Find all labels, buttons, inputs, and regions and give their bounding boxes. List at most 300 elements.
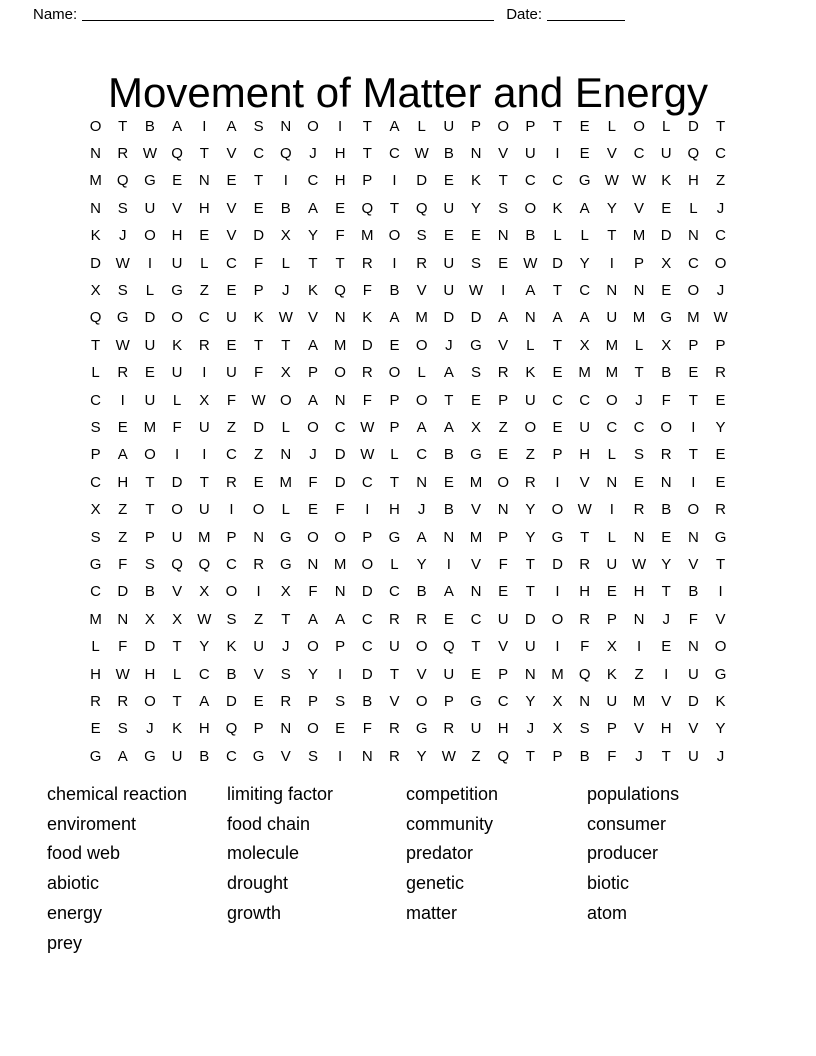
grid-letter[interactable]: E xyxy=(443,473,454,491)
grid-letter[interactable]: C xyxy=(334,418,346,436)
grid-letter[interactable]: V xyxy=(226,199,237,217)
grid-letter[interactable]: P xyxy=(335,638,346,656)
grid-letter[interactable]: X xyxy=(90,501,101,519)
grid-letter[interactable]: T xyxy=(688,391,698,409)
grid-letter[interactable]: S xyxy=(307,747,318,765)
grid-letter[interactable]: C xyxy=(307,172,319,190)
grid-letter[interactable]: B xyxy=(362,692,373,710)
grid-letter[interactable]: Z xyxy=(254,446,264,464)
grid-letter[interactable]: U xyxy=(606,555,618,573)
grid-letter[interactable]: O xyxy=(388,364,401,382)
grid-letter[interactable]: E xyxy=(661,638,672,656)
grid-letter[interactable]: B xyxy=(416,583,427,601)
grid-letter[interactable]: B xyxy=(579,747,590,765)
grid-letter[interactable]: N xyxy=(470,583,482,601)
word-list-item[interactable]: enviroment xyxy=(47,813,137,834)
grid-letter[interactable]: L xyxy=(607,117,617,135)
grid-letter[interactable]: O xyxy=(714,254,727,272)
grid-letter[interactable]: L xyxy=(689,199,698,217)
grid-letter[interactable]: R xyxy=(226,473,237,491)
grid-letter[interactable]: O xyxy=(388,227,401,245)
grid-letter[interactable]: A xyxy=(117,446,128,464)
grid-letter[interactable]: Y xyxy=(307,227,318,245)
grid-letter[interactable]: Q xyxy=(116,172,129,190)
grid-letter[interactable]: D xyxy=(443,309,455,327)
grid-letter[interactable]: C xyxy=(361,473,373,491)
grid-letter[interactable]: J xyxy=(282,638,290,656)
grid-letter[interactable]: O xyxy=(524,199,537,217)
grid-letter[interactable]: R xyxy=(524,473,536,491)
grid-letter[interactable]: G xyxy=(660,309,673,327)
grid-letter[interactable]: E xyxy=(715,473,726,491)
grid-letter[interactable]: M xyxy=(578,364,591,382)
grid-letter[interactable]: O xyxy=(415,391,428,409)
grid-letter[interactable]: F xyxy=(580,638,590,656)
grid-letter[interactable]: C xyxy=(389,145,400,163)
grid-letter[interactable]: Z xyxy=(715,172,726,190)
grid-letter[interactable]: W xyxy=(604,172,619,190)
grid-letter[interactable]: R xyxy=(361,364,373,382)
grid-letter[interactable]: F xyxy=(226,391,237,409)
grid-letter[interactable]: D xyxy=(253,418,265,436)
grid-letter[interactable]: R xyxy=(90,692,101,710)
grid-letter[interactable]: D xyxy=(416,172,428,190)
grid-letter[interactable]: C xyxy=(253,145,265,163)
grid-letter[interactable]: U xyxy=(443,199,455,217)
grid-letter[interactable]: T xyxy=(281,610,291,628)
grid-letter[interactable]: G xyxy=(714,528,727,546)
grid-letter[interactable]: E xyxy=(90,720,101,738)
grid-letter[interactable]: B xyxy=(525,227,536,245)
grid-letter[interactable]: E xyxy=(443,172,454,190)
grid-letter[interactable]: C xyxy=(524,172,536,190)
grid-letter[interactable]: E xyxy=(552,418,563,436)
grid-letter[interactable]: L xyxy=(607,528,617,546)
grid-letter[interactable]: C xyxy=(226,446,237,464)
grid-letter[interactable]: A xyxy=(226,117,237,135)
grid-letter[interactable]: A xyxy=(307,610,318,628)
grid-letter[interactable]: P xyxy=(498,391,509,409)
grid-letter[interactable]: L xyxy=(281,501,290,519)
grid-letter[interactable]: L xyxy=(607,446,617,464)
grid-letter[interactable]: L xyxy=(91,638,100,656)
grid-letter[interactable]: D xyxy=(144,309,156,327)
grid-letter[interactable]: W xyxy=(115,254,130,272)
grid-letter[interactable]: P xyxy=(470,117,481,135)
grid-letter[interactable]: A xyxy=(416,418,427,436)
grid-letter[interactable]: L xyxy=(281,254,290,272)
grid-letter[interactable]: Z xyxy=(226,418,237,436)
grid-letter[interactable]: K xyxy=(470,172,481,190)
grid-letter[interactable]: G xyxy=(388,528,401,546)
grid-letter[interactable]: T xyxy=(145,501,155,519)
grid-letter[interactable]: M xyxy=(361,227,374,245)
grid-letter[interactable]: C xyxy=(687,254,699,272)
grid-letter[interactable]: H xyxy=(633,583,645,601)
grid-letter[interactable]: P xyxy=(362,528,373,546)
grid-letter[interactable]: N xyxy=(334,309,346,327)
grid-letter[interactable]: L xyxy=(662,117,671,135)
word-list-item[interactable]: community xyxy=(406,813,494,834)
grid-letter[interactable]: B xyxy=(688,583,699,601)
grid-letter[interactable]: N xyxy=(633,282,645,300)
grid-letter[interactable]: P xyxy=(253,282,264,300)
grid-letter[interactable]: C xyxy=(198,309,210,327)
grid-letter[interactable]: N xyxy=(497,227,509,245)
grid-letter[interactable]: T xyxy=(335,254,345,272)
grid-letter[interactable]: H xyxy=(497,720,509,738)
grid-letter[interactable]: Q xyxy=(198,555,211,573)
grid-letter[interactable]: U xyxy=(579,418,591,436)
grid-letter[interactable]: V xyxy=(280,747,291,765)
grid-letter[interactable]: J xyxy=(417,501,426,519)
grid-letter[interactable]: V xyxy=(498,145,509,163)
grid-letter[interactable]: W xyxy=(631,172,647,190)
grid-letter[interactable]: O xyxy=(171,501,183,519)
grid-letter[interactable]: W xyxy=(278,309,293,327)
grid-letter[interactable]: T xyxy=(715,555,726,573)
grid-letter[interactable]: F xyxy=(254,364,264,382)
grid-letter[interactable]: D xyxy=(90,254,101,272)
grid-letter[interactable]: S xyxy=(335,692,346,710)
grid-letter[interactable]: G xyxy=(470,446,482,464)
grid-letter[interactable]: C xyxy=(416,446,428,464)
grid-letter[interactable]: C xyxy=(389,583,400,601)
grid-letter[interactable]: P xyxy=(253,720,264,738)
grid-letter[interactable]: D xyxy=(361,583,373,601)
grid-letter[interactable]: E xyxy=(253,199,264,217)
grid-letter[interactable]: R xyxy=(361,254,373,272)
grid-letter[interactable]: S xyxy=(498,199,509,217)
grid-letter[interactable]: T xyxy=(254,172,264,190)
grid-letter[interactable]: O xyxy=(334,364,346,382)
grid-letter[interactable]: I xyxy=(636,638,642,656)
grid-letter[interactable]: R xyxy=(253,555,265,573)
grid-letter[interactable]: R xyxy=(117,145,129,163)
grid-letter[interactable]: Z xyxy=(118,528,128,546)
grid-letter[interactable]: T xyxy=(118,117,128,135)
grid-letter[interactable]: U xyxy=(687,665,699,683)
grid-letter[interactable]: R xyxy=(579,610,591,628)
grid-letter[interactable]: T xyxy=(145,473,155,491)
grid-letter[interactable]: A xyxy=(443,583,454,601)
grid-letter[interactable]: O xyxy=(307,720,319,738)
grid-letter[interactable]: Q xyxy=(89,309,102,327)
grid-letter[interactable]: E xyxy=(688,364,699,382)
grid-letter[interactable]: Q xyxy=(415,199,428,217)
grid-letter[interactable]: U xyxy=(524,391,536,409)
grid-letter[interactable]: M xyxy=(632,309,646,327)
grid-letter[interactable]: H xyxy=(334,145,346,163)
grid-letter[interactable]: G xyxy=(144,747,156,765)
grid-letter[interactable]: G xyxy=(89,555,102,573)
grid-letter[interactable]: P xyxy=(389,418,400,436)
grid-letter[interactable]: E xyxy=(307,501,318,519)
grid-letter[interactable]: T xyxy=(661,583,671,601)
grid-letter[interactable]: N xyxy=(307,555,319,573)
word-list-item[interactable]: growth xyxy=(227,902,282,923)
grid-letter[interactable]: B xyxy=(443,145,454,163)
grid-letter[interactable]: X xyxy=(280,583,291,601)
word-list-item[interactable]: molecule xyxy=(227,843,300,864)
grid-letter[interactable]: C xyxy=(606,418,618,436)
grid-letter[interactable]: F xyxy=(688,610,698,628)
grid-letter[interactable]: D xyxy=(552,555,563,573)
grid-letter[interactable]: S xyxy=(117,282,128,300)
grid-letter[interactable]: U xyxy=(443,665,455,683)
grid-letter[interactable]: S xyxy=(144,555,155,573)
grid-letter[interactable]: J xyxy=(119,227,127,245)
grid-letter[interactable]: D xyxy=(470,309,482,327)
grid-letter[interactable]: X xyxy=(199,391,210,409)
grid-letter[interactable]: A xyxy=(199,692,210,710)
grid-letter[interactable]: A xyxy=(579,309,590,327)
grid-letter[interactable]: N xyxy=(253,528,265,546)
grid-letter[interactable]: Z xyxy=(471,747,481,765)
grid-letter[interactable]: R xyxy=(280,692,292,710)
grid-letter[interactable]: O xyxy=(415,638,428,656)
grid-letter[interactable]: U xyxy=(253,638,265,656)
grid-letter[interactable]: W xyxy=(197,610,212,628)
grid-letter[interactable]: U xyxy=(226,364,237,382)
grid-letter[interactable]: T xyxy=(552,282,563,300)
grid-letter[interactable]: Q xyxy=(687,145,700,163)
grid-letter[interactable]: V xyxy=(661,692,672,710)
grid-letter[interactable]: O xyxy=(307,418,319,436)
word-search-grid[interactable] xyxy=(82,113,734,770)
grid-letter[interactable]: G xyxy=(578,172,591,190)
grid-letter[interactable]: R xyxy=(416,254,428,272)
grid-letter[interactable]: K xyxy=(172,720,183,738)
grid-letter[interactable]: S xyxy=(253,117,264,135)
grid-letter[interactable]: E xyxy=(443,610,454,628)
grid-letter[interactable]: V xyxy=(498,638,509,656)
grid-letter[interactable]: D xyxy=(361,336,373,354)
grid-letter[interactable]: W xyxy=(251,391,266,409)
grid-letter[interactable]: M xyxy=(89,172,102,190)
grid-letter[interactable]: J xyxy=(146,720,154,738)
grid-letter[interactable]: P xyxy=(90,446,101,464)
word-list-item[interactable]: consumer xyxy=(587,813,667,834)
grid-letter[interactable]: F xyxy=(254,254,264,272)
grid-letter[interactable]: T xyxy=(525,747,535,765)
grid-letter[interactable]: W xyxy=(360,418,375,436)
grid-letter[interactable]: J xyxy=(526,720,535,738)
grid-letter[interactable]: T xyxy=(498,172,508,190)
grid-letter[interactable]: U xyxy=(171,747,183,765)
grid-letter[interactable]: H xyxy=(144,665,156,683)
grid-letter[interactable]: E xyxy=(470,227,481,245)
grid-letter[interactable]: F xyxy=(661,391,671,409)
grid-letter[interactable]: H xyxy=(117,473,129,491)
grid-letter[interactable]: G xyxy=(415,720,428,738)
grid-letter[interactable]: X xyxy=(90,282,101,300)
grid-letter[interactable]: V xyxy=(688,720,699,738)
grid-letter[interactable]: V xyxy=(226,145,237,163)
grid-letter[interactable]: C xyxy=(90,473,101,491)
word-list-item[interactable]: producer xyxy=(587,843,659,864)
grid-letter[interactable]: K xyxy=(172,336,183,354)
grid-letter[interactable]: L xyxy=(281,418,290,436)
grid-letter[interactable]: D xyxy=(524,610,536,628)
grid-letter[interactable]: O xyxy=(171,309,183,327)
grid-letter[interactable]: E xyxy=(226,336,237,354)
grid-letter[interactable]: V xyxy=(715,610,726,628)
grid-letter[interactable]: Q xyxy=(279,145,292,163)
grid-letter[interactable]: P xyxy=(498,665,509,683)
grid-letter[interactable]: X xyxy=(199,583,210,601)
grid-letter[interactable]: A xyxy=(172,117,183,135)
grid-letter[interactable]: B xyxy=(661,364,672,382)
grid-letter[interactable]: E xyxy=(470,391,481,409)
grid-letter[interactable]: B xyxy=(226,665,237,683)
grid-letter[interactable]: T xyxy=(389,665,400,683)
grid-letter[interactable]: A xyxy=(498,309,509,327)
grid-letter[interactable]: N xyxy=(606,282,618,300)
grid-letter[interactable]: E xyxy=(389,336,400,354)
word-list-item[interactable]: abiotic xyxy=(47,873,100,894)
grid-letter[interactable]: I xyxy=(555,638,560,656)
grid-letter[interactable]: P xyxy=(552,446,563,464)
grid-letter[interactable]: V xyxy=(307,309,318,327)
grid-letter[interactable]: B xyxy=(199,747,210,765)
grid-letter[interactable]: V xyxy=(470,555,481,573)
grid-letter[interactable]: D xyxy=(687,692,699,710)
grid-letter[interactable]: U xyxy=(171,528,183,546)
grid-letter[interactable]: I xyxy=(147,254,153,272)
grid-letter[interactable]: E xyxy=(715,391,726,409)
grid-letter[interactable]: F xyxy=(362,391,372,409)
grid-letter[interactable]: E xyxy=(443,227,454,245)
grid-letter[interactable]: L xyxy=(417,364,426,382)
grid-letter[interactable]: T xyxy=(525,555,535,573)
grid-letter[interactable]: L xyxy=(172,665,182,683)
grid-letter[interactable]: B xyxy=(661,501,672,519)
grid-letter[interactable]: F xyxy=(118,638,128,656)
grid-letter[interactable]: R xyxy=(660,446,672,464)
grid-letter[interactable]: Y xyxy=(525,501,536,519)
grid-letter[interactable]: I xyxy=(691,418,696,436)
grid-letter[interactable]: N xyxy=(443,528,455,546)
grid-letter[interactable]: H xyxy=(198,199,210,217)
grid-letter[interactable]: J xyxy=(635,391,643,409)
grid-letter[interactable]: N xyxy=(524,309,536,327)
grid-letter[interactable]: C xyxy=(552,172,563,190)
grid-letter[interactable]: F xyxy=(498,555,508,573)
grid-letter[interactable]: A xyxy=(335,610,346,628)
word-list-item[interactable]: drought xyxy=(227,873,289,894)
grid-letter[interactable]: C xyxy=(226,254,237,272)
grid-letter[interactable]: P xyxy=(606,720,617,738)
grid-letter[interactable]: J xyxy=(445,336,453,354)
grid-letter[interactable]: M xyxy=(605,364,619,382)
grid-letter[interactable]: W xyxy=(523,254,538,272)
grid-letter[interactable]: F xyxy=(362,282,372,300)
grid-letter[interactable]: S xyxy=(90,528,101,546)
grid-letter[interactable]: T xyxy=(172,638,182,656)
grid-letter[interactable]: I xyxy=(718,583,723,601)
grid-letter[interactable]: V xyxy=(172,583,183,601)
grid-letter[interactable]: O xyxy=(334,528,346,546)
grid-letter[interactable]: X xyxy=(470,418,481,436)
grid-letter[interactable]: I xyxy=(229,501,234,519)
grid-letter[interactable]: V xyxy=(498,336,509,354)
grid-letter[interactable]: R xyxy=(579,555,591,573)
grid-letter[interactable]: R xyxy=(443,720,455,738)
grid-letter[interactable]: W xyxy=(441,747,456,765)
grid-letter[interactable]: V xyxy=(634,199,645,217)
grid-letter[interactable]: G xyxy=(252,747,265,765)
grid-letter[interactable]: H xyxy=(579,446,591,464)
grid-letter[interactable]: Y xyxy=(307,665,318,683)
grid-letter[interactable]: Y xyxy=(715,720,726,738)
grid-letter[interactable]: I xyxy=(338,747,343,765)
grid-letter[interactable]: E xyxy=(661,282,672,300)
grid-letter[interactable]: Y xyxy=(199,638,210,656)
grid-letter[interactable]: X xyxy=(661,254,672,272)
grid-letter[interactable]: L xyxy=(417,117,426,135)
grid-letter[interactable]: O xyxy=(279,391,292,409)
grid-letter[interactable]: P xyxy=(688,336,699,354)
grid-letter[interactable]: P xyxy=(634,254,645,272)
grid-letter[interactable]: F xyxy=(362,720,372,738)
grid-letter[interactable]: O xyxy=(606,391,618,409)
grid-letter[interactable]: N xyxy=(334,391,346,409)
grid-letter[interactable]: N xyxy=(687,528,699,546)
grid-letter[interactable]: W xyxy=(713,309,728,327)
grid-letter[interactable]: F xyxy=(308,583,318,601)
grid-letter[interactable]: O xyxy=(524,418,537,436)
grid-letter[interactable]: M xyxy=(632,692,646,710)
grid-letter[interactable]: I xyxy=(555,473,560,491)
word-list-item[interactable]: populations xyxy=(587,784,680,804)
grid-letter[interactable]: C xyxy=(579,391,591,409)
grid-letter[interactable]: T xyxy=(389,199,400,217)
grid-letter[interactable]: M xyxy=(415,309,428,327)
grid-letter[interactable]: I xyxy=(392,254,397,272)
grid-letter[interactable]: V xyxy=(253,665,264,683)
grid-letter[interactable]: Q xyxy=(225,720,238,738)
grid-letter[interactable]: M xyxy=(551,665,564,683)
grid-letter[interactable]: E xyxy=(579,117,590,135)
grid-letter[interactable]: R xyxy=(117,692,129,710)
grid-letter[interactable]: V xyxy=(172,199,183,217)
grid-letter[interactable]: W xyxy=(414,145,429,163)
grid-letter[interactable]: M xyxy=(89,610,102,628)
grid-letter[interactable]: O xyxy=(497,473,509,491)
grid-letter[interactable]: B xyxy=(389,282,400,300)
grid-letter[interactable]: N xyxy=(687,227,699,245)
grid-letter[interactable]: U xyxy=(524,638,536,656)
grid-letter[interactable]: J xyxy=(309,446,317,464)
grid-letter[interactable]: U xyxy=(470,720,482,738)
grid-letter[interactable]: D xyxy=(144,638,156,656)
grid-letter[interactable]: T xyxy=(661,747,671,765)
grid-letter[interactable]: X xyxy=(661,336,672,354)
word-list-item[interactable]: atom xyxy=(587,902,628,923)
grid-letter[interactable]: T xyxy=(389,473,400,491)
grid-letter[interactable]: I xyxy=(609,501,614,519)
grid-letter[interactable]: E xyxy=(498,583,509,601)
grid-letter[interactable]: G xyxy=(470,692,482,710)
grid-letter[interactable]: L xyxy=(580,227,589,245)
grid-letter[interactable]: F xyxy=(172,418,182,436)
grid-letter[interactable]: E xyxy=(606,583,617,601)
grid-letter[interactable]: P xyxy=(389,391,400,409)
grid-letter[interactable]: U xyxy=(171,254,183,272)
grid-letter[interactable]: M xyxy=(143,418,157,436)
grid-letter[interactable]: J xyxy=(282,282,290,300)
